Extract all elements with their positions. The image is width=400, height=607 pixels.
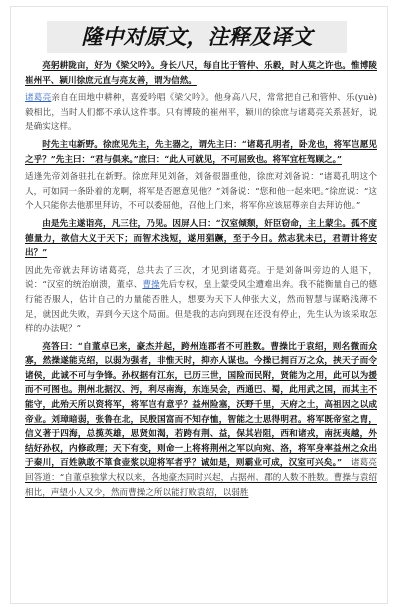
translation-paragraph-1 xyxy=(25,91,377,135)
page-title: 隆中对原文，注释及译文 xyxy=(47,21,347,53)
translation-paragraph-2: 适逢先帝刘备驻扎在新野。徐庶拜见刘备，刘备很器重他，徐庶对刘备说：“诸葛孔明这个人，可如同一条卧着的龙啊，将军是否愿意见他？”刘备说：“您和他一起来吧。”徐庶说：“这个人只能你去他那里拜访，不可以委屈他，召他上门来，将军你应该屈尊亲自去拜访他。” xyxy=(25,172,377,212)
original-text-paragraph-1: 亮躬耕陇亩，好为《梁父吟》。身长八尺，每自比于管仲、乐毅，时人莫之许也。惟博陵崔州平、颍川徐庶元直与亮友善，谓为信然。 xyxy=(25,61,377,86)
translation-text: 因此先帝就去拜访诸葛亮，总共去了三次，才见到诸葛亮。于是刘备叫旁边的人退下，说：“汉室的统治崩溃，董卓、 xyxy=(25,265,377,291)
document-page xyxy=(10,6,388,604)
article-body xyxy=(25,59,377,503)
translation-paragraph-3 xyxy=(25,264,377,337)
original-text-paragraph-4 xyxy=(25,340,377,501)
translation-text: 先后专权，皇上蒙受风尘遭难出奔。我不能衡量自己的德行能否服人，估计自己的力量能否胜人，想要为天下人伸张大义，然而智慧与谋略浅薄不足，就因此失败，弄到今天这个局面。但是我的志向到现在还没有停止，先生认为该采取怎样的办法呢？” xyxy=(25,280,377,335)
link-zhugeliang[interactable]: 诸葛亮 xyxy=(25,93,52,104)
original-text-paragraph-2: 时先主屯新野。徐庶见先主，先主器之，谓先主曰：“诸葛孔明者，卧龙也，将军岂愿见之乎？”先主曰：“君与俱来。”庶曰：“此人可就见，不可屈致也。将军宜枉驾顾之。” xyxy=(25,139,377,165)
link-caocao[interactable]: 曹操 xyxy=(142,280,160,291)
translation-text: 亲自在田地中耕种，喜爱吟唱《梁父吟》。他身高八尺，常常把自己和管仲、乐(yuè)毅相比，当时人们都不承认这件事。只有博陵的崔州平，颍川的徐庶与诸葛亮关系甚好，说是确实这样。 xyxy=(25,93,377,133)
original-text-paragraph-3: 由是先主遂诣亮，凡三往，乃见。因屏人曰：“汉室倾颓，奸臣窃命，主上蒙尘。孤不度德量力，欲信大义于天下；而智术浅短，遂用猖蹶，至于今日。然志犹未已，君谓计将安出？” xyxy=(25,218,377,259)
original-text: 亮答曰：“自董卓已来，豪杰并起，跨州连郡者不可胜数。曹操比于袁绍，则名微而众寡，然操遂能克绍，以弱为强者，非惟天时，抑亦人谋也。今操已拥百万之众，挟天子而令诸侯，此诚不可与争锋。孙权据有江东，已历三世，国险而民附，贤能为之用，此可以为援而不可图也。荆州北据汉、沔，利尽南海，东连吴会，西通巴、蜀，此用武之国，而其主不能守，此殆天所以资将军，将军岂有意乎？益州险塞，沃野千里，天府之土，高祖因之以成帝业。刘璋暗弱，张鲁在北，民殷国富而不知存恤，智能之士思得明君。将军既帝室之胄，信义著于四海，总揽英雄，思贤如渴，若跨有荆、益，保其岩阻，西和诸戎，南抚夷越，外结好孙权，内修政理；天下有变，则命一上将将荆州之军以向宛、洛，将军身率益州之众出于秦川，百姓孰敢不箪食壶浆以迎将军者乎？诚如是，则霸业可成，汉室可兴矣。” xyxy=(25,341,377,469)
translation-text: 诸葛亮回答道：“自董卓独掌大权以来，各地豪杰同时兴起，占据州、郡的人数不胜数。曹操与袁绍相比，声望小人又少，然而曹操之所以能打败袁绍，以弱胜 xyxy=(25,458,377,498)
